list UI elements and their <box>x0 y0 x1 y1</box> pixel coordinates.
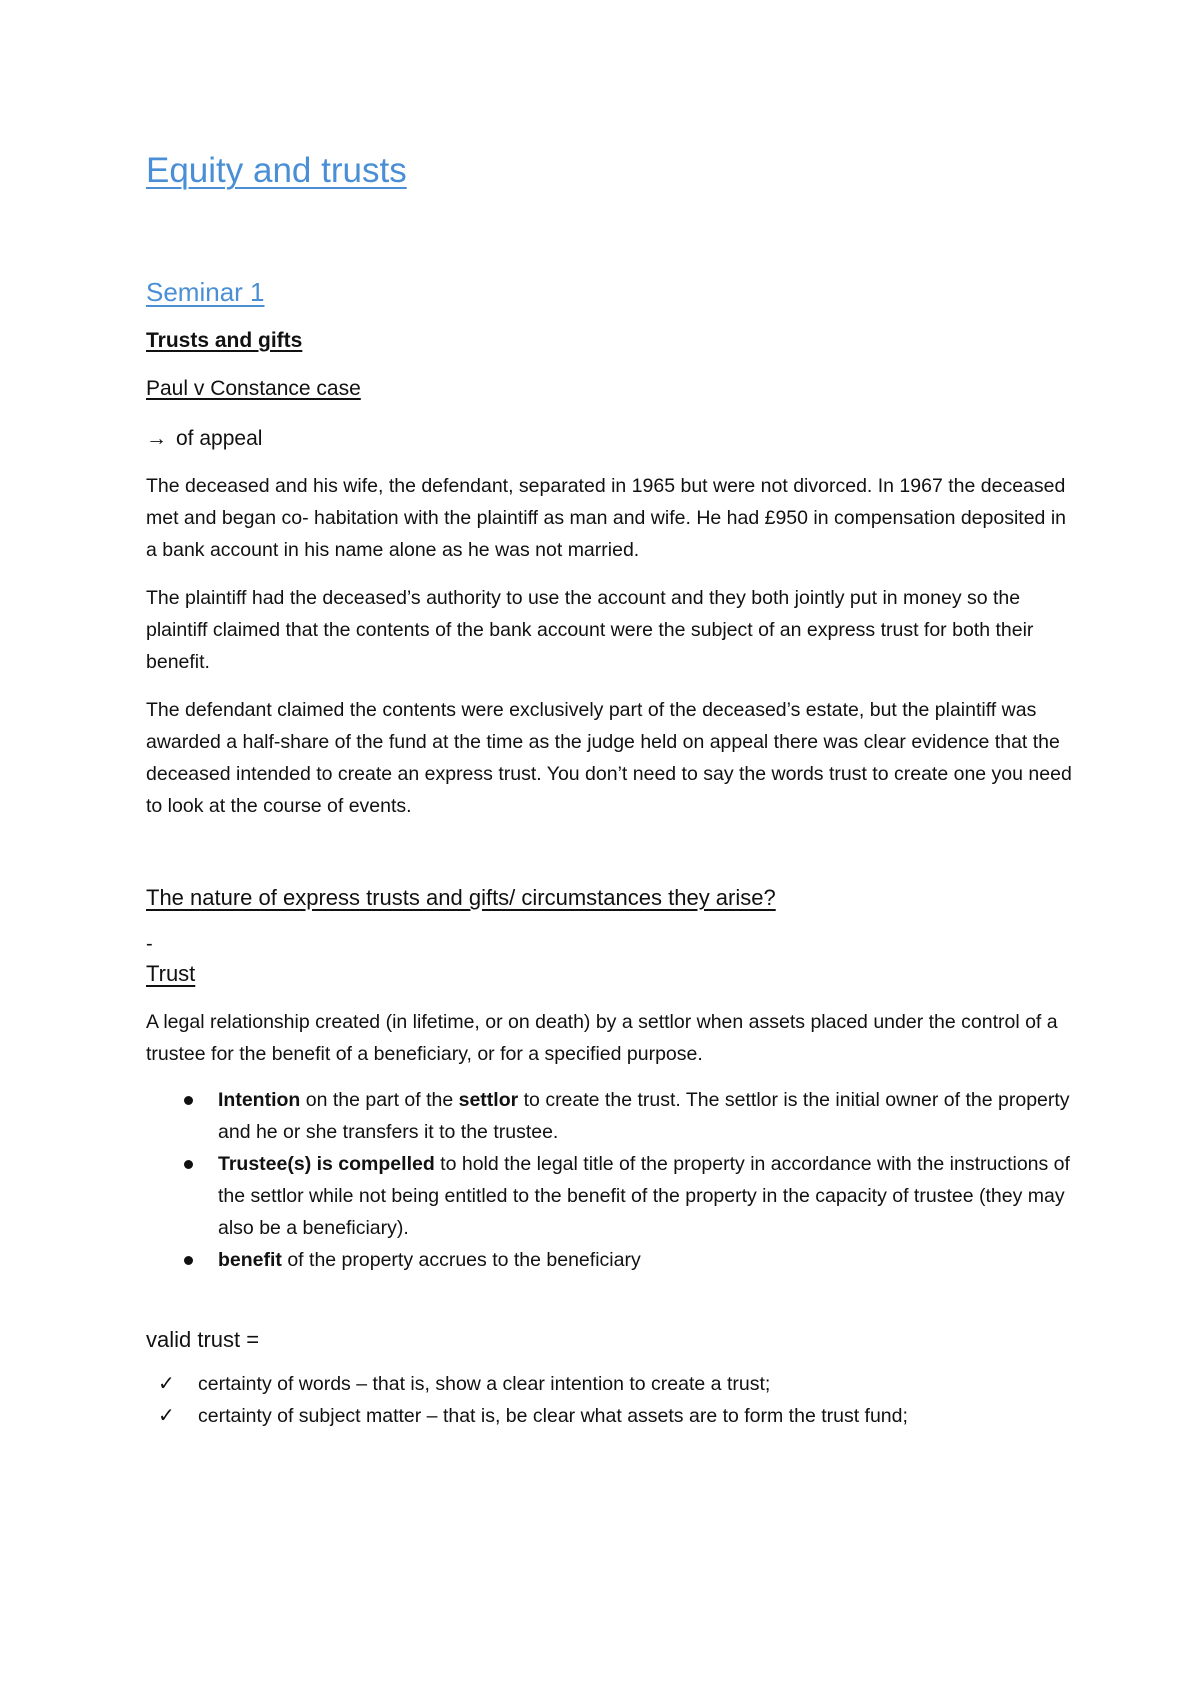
bullet-icon <box>184 1160 193 1169</box>
paragraph-2: The plaintiff had the deceased’s authority to use the account and they both jointly put in money so the plaintiff claimed that the contents of the bank account were the subject of an express trust for both their benefit. <box>146 587 1034 673</box>
bullet-icon <box>184 1256 193 1265</box>
checkmark-icon: ✓ <box>158 1405 175 1427</box>
valid-trust-checklist <box>146 1368 1076 1432</box>
bullet-bold-text: benefit <box>218 1249 282 1271</box>
right-arrow-icon: → <box>146 427 167 450</box>
arrow-line <box>146 424 1076 454</box>
paragraph-1: The deceased and his wife, the defendant, separated in 1965 but were not divorced. In 1967 the deceased met and began co- habitation with the plaintiff as man and wife. He had £950 in compensation deposited in a bank account in his name alone as he was not married. <box>146 475 1066 561</box>
list-item <box>146 1084 1076 1148</box>
bullet-bold-text: Intention <box>218 1089 301 1111</box>
bullet-text: on the part of the <box>300 1089 459 1111</box>
list-item <box>146 1244 1076 1276</box>
trust-definition: A legal relationship created (in lifetime, or on death) by a settlor when assets placed under the control of a trustee for the benefit of a beneficiary, or for a specified purpose. <box>146 1011 1058 1065</box>
arrow-text: of appeal <box>176 427 263 450</box>
seminar-heading: Seminar 1 <box>146 277 265 307</box>
bullet-icon <box>184 1096 193 1105</box>
dash-mark: - <box>146 933 153 955</box>
trust-heading: Trust <box>146 961 196 986</box>
bullet-text: of the property accrues to the beneficiary <box>281 1249 641 1271</box>
trust-bullet-list <box>146 1084 1076 1276</box>
document-title: Equity and trusts <box>146 151 407 190</box>
document-content <box>146 148 1076 1432</box>
checkmark-icon: ✓ <box>158 1373 175 1395</box>
bullet-text: to create the trust. The settlor is the initial owner of the property and he or she transfers it to the trustee. <box>218 1089 1070 1143</box>
bullet-bold-text: settlor <box>458 1089 519 1111</box>
valid-trust-heading: valid trust = <box>146 1327 260 1352</box>
case-title: Paul v Constance case <box>146 377 361 400</box>
check-text: certainty of words – that is, show a clear intention to create a trust; <box>198 1373 771 1395</box>
check-text: certainty of subject matter – that is, be clear what assets are to form the trust fund; <box>198 1405 908 1427</box>
paragraph-3: The defendant claimed the contents were exclusively part of the deceased’s estate, but the plaintiff was awarded a half-share of the fund at the time as the judge held on appeal there was clear evidence that the deceased intended to create an express trust. You don’t need to say the words trust to create one you need to look at the course of events. <box>146 699 1072 817</box>
bullet-text: to hold the legal title of the property in accordance with the instructions of the settlor while not being entitled to the benefit of the property in the capacity of trustee (they may also be a beneficiary). <box>218 1153 1070 1239</box>
bullet-bold-text: Trustee(s) is compelled <box>218 1153 435 1175</box>
list-item <box>146 1400 1076 1432</box>
subheading: Trusts and gifts <box>146 329 303 352</box>
list-item <box>146 1368 1076 1400</box>
list-item <box>146 1148 1076 1244</box>
section-heading: The nature of express trusts and gifts/ circumstances they arise? <box>146 885 776 910</box>
